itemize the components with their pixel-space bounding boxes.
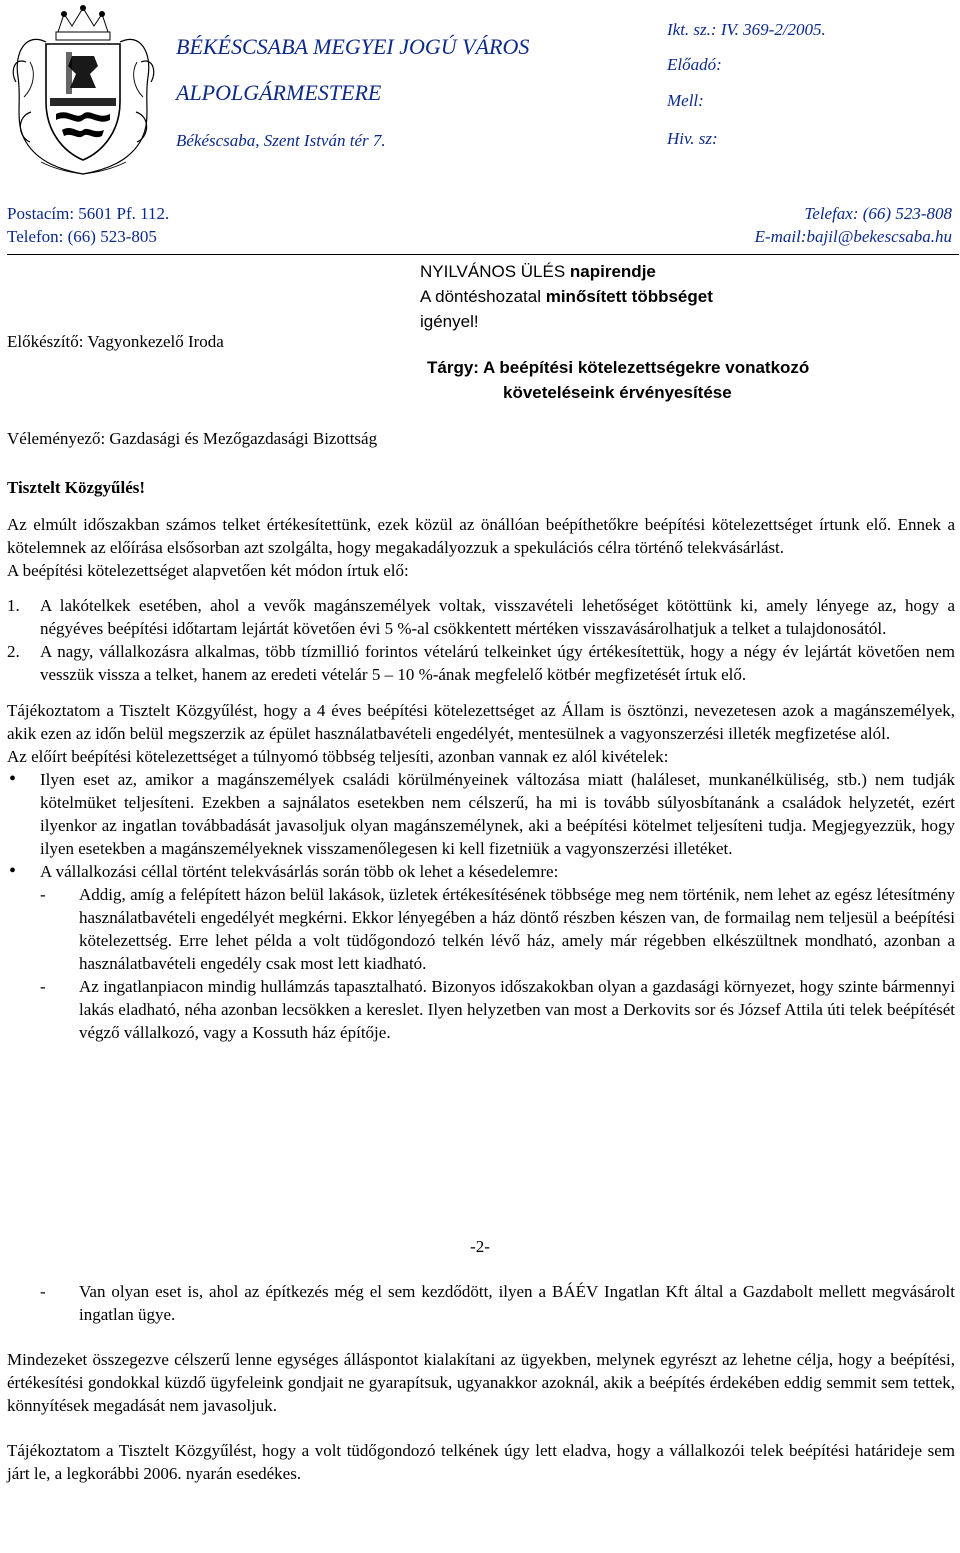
list-item-2: 2. A nagy, vállalkozásra alkalmas, több tízmillió forintos vételárú telkeinket úgy értékesítettük, hogy a négy év lejártát követően nem vesszük vissza a telket, hanem az eredeti vételár 5 – 10 %-ának megfelelő kötbér megfizetését írtuk elő. [7,642,955,684]
org-address: Békéscsaba, Szent István tér 7. [176,131,386,150]
list-item-1: 1. A lakótelkek esetében, ahol a vevők magánszemélyek voltak, visszavételi lehetőséget kötöttünk ki, amely lényege az, hogy a négyéves beépítési időtartam lejártát követően évi 5 %-al csökkentett mértéken visszavásárolhatjuk a telket a tulajdonosától. [7,596,955,638]
presenter-label: Előadó: [667,55,722,74]
subject-line1: Tárgy: A beépítési kötelezettségekre vonatkozó [427,358,810,377]
attachment-label: Mell: [667,91,704,110]
registration-number: Ikt. sz.: IV. 369-2/2005. [667,20,826,39]
letter-body [7,476,955,1044]
session-info [420,259,713,334]
bullet-icon: • [9,860,17,882]
bullet-icon: • [9,768,17,790]
summary-paragraph: Mindezeket összegezve célszerű lenne egységes álláspontot kialakítani az ügyekben, melynek egyrészt az lehetne célja, hogy a beépítési, értékesítési gondokkal küzdő ügyfeleink gondjait ne gyarapítsuk, ugyanakkor azoknál, akik a beépítés érdekében eddig semmit sem tettek, könnyítések megadását nem javasoljuk. [7,1350,955,1415]
public-session-line: NYILVÁNOS ÜLÉS napirendje [420,262,656,281]
subject-line2: követeléseink érvényesítése [503,383,732,402]
final-paragraph: Tájékoztatom a Tisztelt Közgyűlést, hogy a volt tüdőgondozó telkének úgy lett eladva, hogy a vállalkozói telek beépítési határideje sem járt le, a legkorábbi 2006. nyarán esedékes. [7,1441,955,1483]
dash-item-3: - Van olyan eset is, ahol az építkezés még el sem kezdődött, ilyen a BÁÉV Ingatlan Kft által a Gazdabolt mellett megvásárolt ingatlan ügye. [40,1282,955,1324]
fax-number: Telefax: (66) 523-808 [804,204,952,223]
postal-address: Postacím: 5601 Pf. 112. [7,204,170,223]
preparer: Előkészítő: Vagyonkezelő Iroda [7,332,224,351]
intro-paragraph-2: A beépítési kötelezettséget alapvetően két módon írtuk elő: [7,561,409,580]
exceptions-paragraph: Az előírt beépítési kötelezettséget a túlnyomó többség teljesíti, azonban vannak ez alól kivételek: [7,747,669,766]
reviewer: Véleményező: Gazdasági és Mezőgazdasági Bizottság [7,429,378,448]
dash-item-1: - Addig, amíg a felépített házon belül lakások, üzletek értékesítésének többsége meg nem történik, nem lehet az egész létesítmény használatbavételi engedélyét megkérni. Ekkor lényegében a ház döntő részben készen van, de formailag nem teljesül a beépítési kötelezettség. Erre lehet példa a volt tüdőgondozó telkén lévő ház, amely már régebben elkészültnek mondható, azonban a használatbavételi engedély csak most lett kiadható. [40,885,955,973]
dash-item-2: - Az ingatlanpiacon mindig hullámzás tapasztalható. Bizonyos időszakokban olyan a gazdasági környezet, hogy szinte bármennyi lakás eladható, néha azonban lecsökken a kereslet. Ilyen helyzetben van most a Derkovits sor és József Attila úti telek beépítését végző vállalkozó, vagy a Kossuth ház építője. [40,977,955,1042]
city-crest-emblem [6,2,161,179]
org-name-line2: ALPOLGÁRMESTERE [176,80,382,105]
letter-body-page2 [7,1280,955,1485]
org-name-line1: BÉKÉSCSABA MEGYEI JOGÚ VÁROS [176,34,530,59]
header-divider [7,254,959,255]
info-paragraph: Tájékoztatom a Tisztelt Közgyűlést, hogy a 4 éves beépítési kötelezettséget az Állam is ösztönzi, nevezetesen azok a magánszemélyek, akik ezen az időn belül megszerzik az épület használatbavételi engedélyét, mentesülnek a vagyonszerzési illeték megfizetése alól. [7,701,955,743]
intro-paragraph: Az elmúlt időszakban számos telket értékesítettünk, ezek közül az önállóan beépíthetőkre beépítési kötelezettséget írtunk elő. Ennek a kötelemnek az előírása elsősorban azt szolgálta, hogy megakadályozzuk a spekulációs célra történő telekvásárlást. [7,515,955,557]
decision-line: A döntéshozatal minősített többséget [420,287,713,306]
bullet-item-2: • A vállalkozási céllal történt telekvásárlás során több ok lehet a késedelemre: [9,860,559,882]
salutation: Tisztelt Közgyűlés! [7,478,146,497]
subject [427,355,809,405]
page-number: -2- [470,1237,490,1256]
bullet-item-1: • Ilyen eset az, amikor a magánszemélyek családi körülményeinek változása miatt (haláleset, munkanélküliség, stb.) nem tudják kötelmüket teljesíteni. Ezekben a sajnálatos esetekben nem célszerű, ha mi is tovább súlyosbítanánk a családok helyzetét, ezért ilyenkor az ingatlan továbbadását javasoljuk olyan magánszemélynek, aki a beépítési kötelmet teljesíteni tudja. Megjegyezzük, hogy ilyen esetekben a magánszemélyeknek visszamenőlegesen ki kell fizetniük a vagyonszerzési illetéket. [9,768,955,858]
phone-number: Telefon: (66) 523-805 [7,227,157,246]
reference-label: Hiv. sz: [667,129,718,148]
requires-line: igényel! [420,312,479,331]
email-address: E-mail:bajil@bekescsaba.hu [754,227,952,246]
